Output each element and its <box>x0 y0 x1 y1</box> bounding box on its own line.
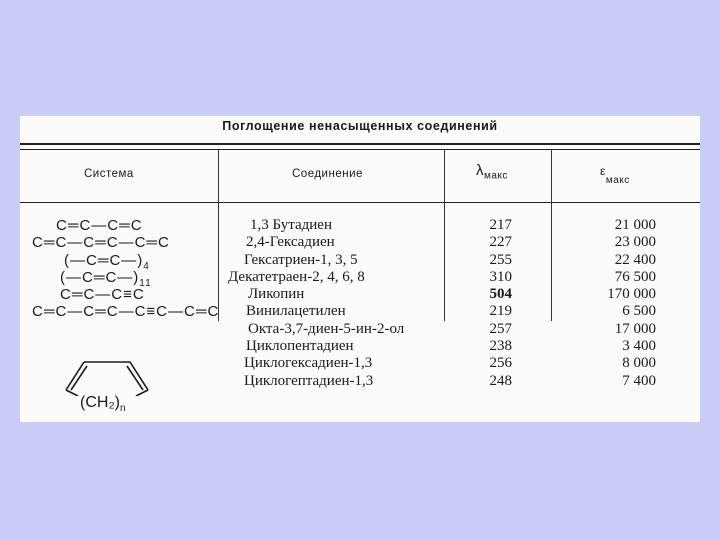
cyclic-diene-ring-icon <box>58 356 158 396</box>
compound-name: Окта-3,7-диен-5-ин-2-ол <box>248 320 405 337</box>
compound-column <box>226 217 404 390</box>
lambda-value: 227 <box>489 234 512 251</box>
system-formula: C═C—C═C—C≡C—C═C <box>32 303 220 321</box>
system-formula <box>28 251 219 272</box>
lambda-value: 504 <box>489 286 512 303</box>
lambda-value: 310 <box>489 268 512 285</box>
epsilon-value: 23 000 <box>614 234 656 251</box>
top-rule <box>20 143 700 145</box>
header-rule-bottom <box>20 202 700 203</box>
system-formula: C═C—C≡C <box>60 286 145 304</box>
header-rule-top <box>20 149 700 150</box>
epsilon-column <box>580 217 656 390</box>
epsilon-subscript: макс <box>605 175 630 187</box>
table-title: Поглощение ненасыщенных соединений <box>222 119 498 133</box>
lambda-subscript: макс <box>484 170 508 182</box>
lambda-value: 255 <box>489 251 512 268</box>
compound-name: Циклогексадиен-1,3 <box>244 355 373 372</box>
system-formula-text: (—C═C—) <box>64 251 144 269</box>
header-lambda <box>476 162 508 181</box>
column-divider <box>444 149 445 321</box>
header-compound: Соединение <box>292 168 363 180</box>
epsilon-value: 76 500 <box>614 268 656 285</box>
lambda-column <box>460 217 512 390</box>
lambda-value: 219 <box>489 303 512 320</box>
compound-name: Декатетраен-2, 4, 6, 8 <box>228 268 365 285</box>
column-divider <box>551 149 552 321</box>
compound-name: Ликопин <box>248 286 305 303</box>
ring-label: $(CH_2)_n$ <box>80 394 126 415</box>
epsilon-value: 17 000 <box>614 320 656 337</box>
epsilon-value: 8 000 <box>622 355 656 372</box>
compound-name: Циклогептадиен-1,3 <box>244 372 374 389</box>
system-formula: C═C—C═C <box>56 217 143 234</box>
lambda-value: 257 <box>489 320 512 337</box>
ring-label-subscript: n <box>119 403 126 415</box>
system-formula-text: (—C═C—) <box>60 268 140 286</box>
epsilon-value: 22 400 <box>614 251 656 268</box>
lambda-value: 238 <box>489 338 512 355</box>
system-formula <box>28 268 219 289</box>
system-column <box>28 217 219 321</box>
epsilon-value: 6 500 <box>622 303 656 320</box>
header-epsilon <box>600 164 630 186</box>
lambda-symbol: λ <box>476 162 484 179</box>
compound-name: Винилацетилен <box>246 303 346 320</box>
epsilon-value: 21 000 <box>614 217 656 233</box>
scanned-table-image <box>20 116 700 422</box>
system-formula: C═C—C═C—C═C <box>32 234 170 252</box>
epsilon-symbol: ε <box>600 164 606 178</box>
lambda-value: 217 <box>489 217 512 233</box>
compound-name: 2,4-Гексадиен <box>246 234 335 251</box>
epsilon-value: 3 400 <box>622 338 656 355</box>
header-system: Система <box>84 168 134 180</box>
epsilon-value: 7 400 <box>622 372 656 389</box>
compound-name: Циклопентадиен <box>246 338 354 355</box>
lambda-value: 248 <box>489 372 512 389</box>
epsilon-value: 170 000 <box>607 286 656 303</box>
lambda-value: 256 <box>489 355 512 372</box>
system-formula-subscript: 11 <box>139 277 152 289</box>
system-formula-subscript: 4 <box>143 260 150 272</box>
compound-name: 1,3 Бутадиен <box>250 217 332 233</box>
compound-name: Гексатриен-1, 3, 5 <box>244 251 358 268</box>
